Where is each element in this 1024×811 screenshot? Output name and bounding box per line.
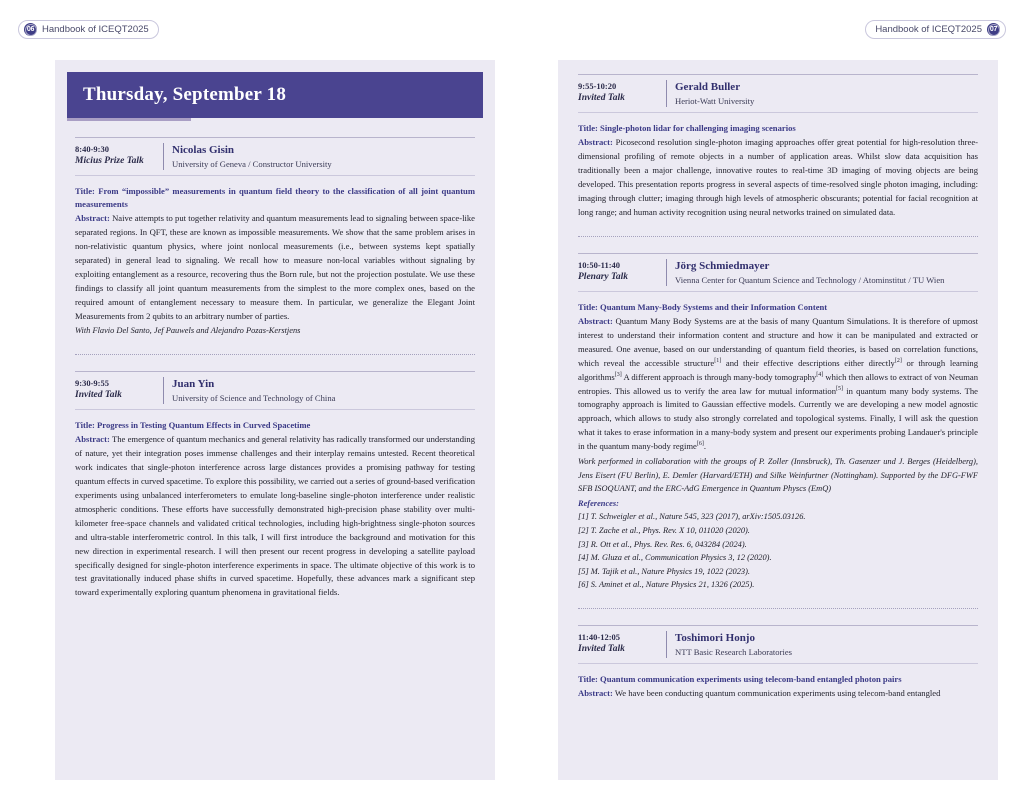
reference-marker: [5] xyxy=(836,385,844,392)
abstract-label: Abstract: xyxy=(578,688,613,699)
talk-type: Invited Talk xyxy=(578,644,625,655)
handbook-label-left: Handbook of ICEQT2025 xyxy=(42,24,149,35)
speaker-row xyxy=(578,626,978,663)
talk-abstract xyxy=(578,687,978,701)
session-entry xyxy=(578,253,978,609)
abstract-text: The emergence of quantum mechanics and general relativity has radically transformed our understanding of nature, yet their integration poses immense challenges and their interplay remains untested. Recent theoretical work indicates that single-photon interference across large distances provides a promising pathway for testing quantum effects in curved spacetime. To explore this possibility, we carried out a series of ground-based verification experiments using unbalanced interferometers to emulate long-baseline single-photon interference under realistic atmospheric conditions. These efforts have successfully demonstrated high-precision phase stability over multi-kilometer free-space channels and validated critical technologies, including high-brightness single-photon sources and ultra-stable interferometric control. In this talk, I will first introduce the background and motivation for this new direction in experimental research. I will then present our recent progress in developing a satellite payload specifically designed for single-photon interference experiments in space. The ultimate objective of this work is to test gravitationally induced phase shifts in curved spacetime. Hopefully, these advances mark a significant step toward experimentally exploring quantum phenomena in gravitational fields. xyxy=(75,434,475,598)
abstract-block xyxy=(578,664,978,701)
handbook-label-right: Handbook of ICEQT2025 xyxy=(875,24,982,35)
reference-item: [6] S. Aminet et al., Nature Physics 21, 1326 (2025). xyxy=(578,580,755,590)
reference-item: [3] R. Ott et al., Phys. Rev. Res. 6, 043284 (2024). xyxy=(578,539,747,549)
speaker-column xyxy=(172,143,475,170)
speaker-row xyxy=(75,372,475,409)
speaker-affiliation: University of Geneva / Constructor University xyxy=(172,158,332,169)
banner-underline xyxy=(67,118,191,121)
session-entry xyxy=(578,74,978,237)
reference-marker: [2] xyxy=(894,357,902,364)
handbook-pill-right[interactable] xyxy=(865,20,1006,39)
reference-item: [4] M. Gluza et al., Communication Physics 3, 12 (2020). xyxy=(578,553,772,563)
speaker-name: Jörg Schmiedmayer xyxy=(675,259,770,272)
abstract-text: Picosecond resolution single-photon imaging approaches offer great potential for high-resolution three-dimensional profiling of remote objects in a number of application areas. Whilst slow data acquisition has traditionally been a major challenge, innovative routes to real-time 3D imaging of moving objects are being developed. This presentation reports progress in several aspects of time-resolved single photon imaging, including: imaging through clutter; imaging through high levels of atmospheric obscurants; potential for facial recognition at long range; and human activity recognition using neural networks trained on simulated data. xyxy=(578,137,978,217)
vertical-divider xyxy=(163,143,164,170)
page-right xyxy=(558,60,998,780)
speaker-affiliation: NTT Basic Research Laboratories xyxy=(675,646,793,657)
abstract-block xyxy=(578,292,978,592)
time-column xyxy=(578,80,666,106)
talk-title: Title: Progress in Testing Quantum Effects in Curved Spacetime xyxy=(75,420,311,431)
speaker-row xyxy=(578,75,978,112)
talk-title: Title: From “impossible” measurements in quantum field theory to the classification of all joint quantum measurements xyxy=(75,186,475,210)
reference-marker: [1] xyxy=(714,357,722,364)
talk-title: Title: Quantum Many-Body Systems and their Information Content xyxy=(578,302,828,313)
session-separator xyxy=(578,608,978,609)
vertical-divider xyxy=(666,80,667,107)
speaker-row xyxy=(578,254,978,291)
abstract-block xyxy=(578,113,978,219)
speaker-column xyxy=(675,631,978,658)
abstract-text: We have been conducting quantum communication experiments using telecom-band entangled xyxy=(612,688,941,699)
talk-abstract xyxy=(578,136,978,220)
time-column xyxy=(75,377,163,403)
abstract-block xyxy=(75,410,475,600)
speaker-column xyxy=(172,377,475,404)
handbook-pill-left[interactable] xyxy=(18,20,159,39)
talk-abstract xyxy=(578,315,978,454)
talk-title: Title: Quantum communication experiments using telecom-band entangled photon pairs xyxy=(578,674,902,685)
abstract-text: Naive attempts to put together relativity and quantum measurements lead to signaling between space-like separated regions. In QFT, these are known as impossible measurements. We show that the same problem arises in non-relativistic quantum physics, where joint nonlocal measurements (i.e., between systems kept spatially separated) in general lead to signaling. We recall how to measure non-local variables without signaling by exploiting entanglement as a resource, recovering thus the Born rule, but not the projection postulate. We use these findings to classify all joint quantum measurements from the simplest to the more complex ones, based on the required amount of entanglement necessary to measure them. In particular, we generalize the Elegant Joint Measurements from 2 qubits to an arbitrary number of parties. xyxy=(75,213,475,321)
speaker-name: Toshimori Honjo xyxy=(675,632,755,645)
session-separator xyxy=(75,354,475,355)
session-entry xyxy=(75,371,475,600)
reference-item: [2] T. Zache et al., Phys. Rev. X 10, 011020 (2020). xyxy=(578,526,750,535)
talk-type: Micius Prize Talk xyxy=(75,156,144,167)
speaker-name: Gerald Buller xyxy=(675,81,741,93)
session-separator xyxy=(578,236,978,237)
page-number-badge-icon: 06 xyxy=(24,23,37,36)
session-time: 11:40-12:05 xyxy=(578,632,621,643)
abstract-label: Abstract: xyxy=(75,213,110,224)
vertical-divider xyxy=(163,377,164,404)
speaker-affiliation: University of Science and Technology of China xyxy=(172,392,336,403)
speaker-affiliation: Vienna Center for Quantum Science and Technology / Atominstitut / TU Wien xyxy=(675,274,945,285)
time-column xyxy=(578,631,666,657)
reference-item: [5] M. Tajik et al., Nature Physics 19, 1022 (2023). xyxy=(578,566,750,576)
page-left xyxy=(55,60,495,780)
speaker-column xyxy=(675,80,978,107)
talk-title: Title: Single-photon lidar for challenging imaging scenarios xyxy=(578,123,796,134)
talk-type: Invited Talk xyxy=(75,390,122,401)
reference-marker: [6] xyxy=(696,441,704,448)
abstract-label: Abstract: xyxy=(578,315,613,326)
speaker-name: Nicolas Gisin xyxy=(172,144,235,156)
abstract-label: Abstract: xyxy=(578,137,613,148)
date-banner xyxy=(67,72,483,118)
speaker-column xyxy=(675,259,978,286)
references-list xyxy=(578,510,978,592)
references-label: References: xyxy=(578,498,619,508)
reference-marker: [4] xyxy=(816,371,824,378)
time-column xyxy=(578,259,666,285)
abstract-block xyxy=(75,176,475,338)
reference-item: [1] T. Schweigler et al., Nature 545, 323 (2017), arXiv:1505.03126. xyxy=(578,512,806,522)
speaker-affiliation: Heriot-Watt University xyxy=(675,95,755,106)
top-bar xyxy=(0,0,1024,56)
session-time: 9:55-10:20 xyxy=(578,81,617,91)
session-time: 10:50-11:40 xyxy=(578,259,621,270)
session-entry xyxy=(578,625,978,701)
abstract-label: Abstract: xyxy=(75,434,110,445)
session-time: 8:40-9:30 xyxy=(75,144,109,154)
session-time: 9:30-9:55 xyxy=(75,378,109,389)
abstract-text: Quantum Many Body Systems are at the basis of many Quantum Simulations. It is therefore of upmost interest to understand their information content and structure and how it can be manipulated and extracted or measured. One avenue, based on our understanding of quantum field theories, is based on correlation functions, which reveal the accessible structure[1] and their effective descriptions either directly[2] or through learning algorithms[3] A different approach is through many-body tomography[4] which then allows to extract of von Neuman entropies. This allowed us to verify the area law for mutual information[5] in quantum many body systems. The tomography approach is limited to Gaussian effective models. Currently we are developing a new model agnostic approach, which allows to study also strongly correlated and topological systems. Finally, I will ask the question what it takes to erase information in a many-body system and present our experiments probing Landauer's principle in the quantum many-body regime[6]. xyxy=(578,315,978,452)
vertical-divider xyxy=(666,259,667,286)
speaker-name: Juan Yin xyxy=(172,378,215,391)
time-column xyxy=(75,143,163,169)
reference-marker: [3] xyxy=(614,371,622,378)
talk-note: Work performed in collaboration with the groups of P. Zoller (Innsbruck), Th. Gasenzer und J. Berges (Heidelberg), Jens Eisert (FU Berlin), E. Demler (Harvard/ETH) and Silke Weinfurtner (Nottingham). Supported by the DFG-FWF SFB ISOQUANT, and the ERC-AdG Emergence in Quantum Physcs (EmQ) xyxy=(578,457,978,494)
talk-abstract xyxy=(75,433,475,600)
session-entry xyxy=(75,137,475,355)
speaker-row xyxy=(75,138,475,175)
talk-type: Plenary Talk xyxy=(578,272,629,283)
talk-abstract xyxy=(75,212,475,323)
talk-type: Invited Talk xyxy=(578,93,625,104)
talk-note: With Flavio Del Santo, Jef Pauwels and Alejandro Pozas-Kerstjens xyxy=(75,326,301,336)
vertical-divider xyxy=(666,631,667,658)
page-number-badge-icon-right: 07 xyxy=(987,23,1000,36)
page-title: Thursday, September 18 xyxy=(83,84,287,105)
